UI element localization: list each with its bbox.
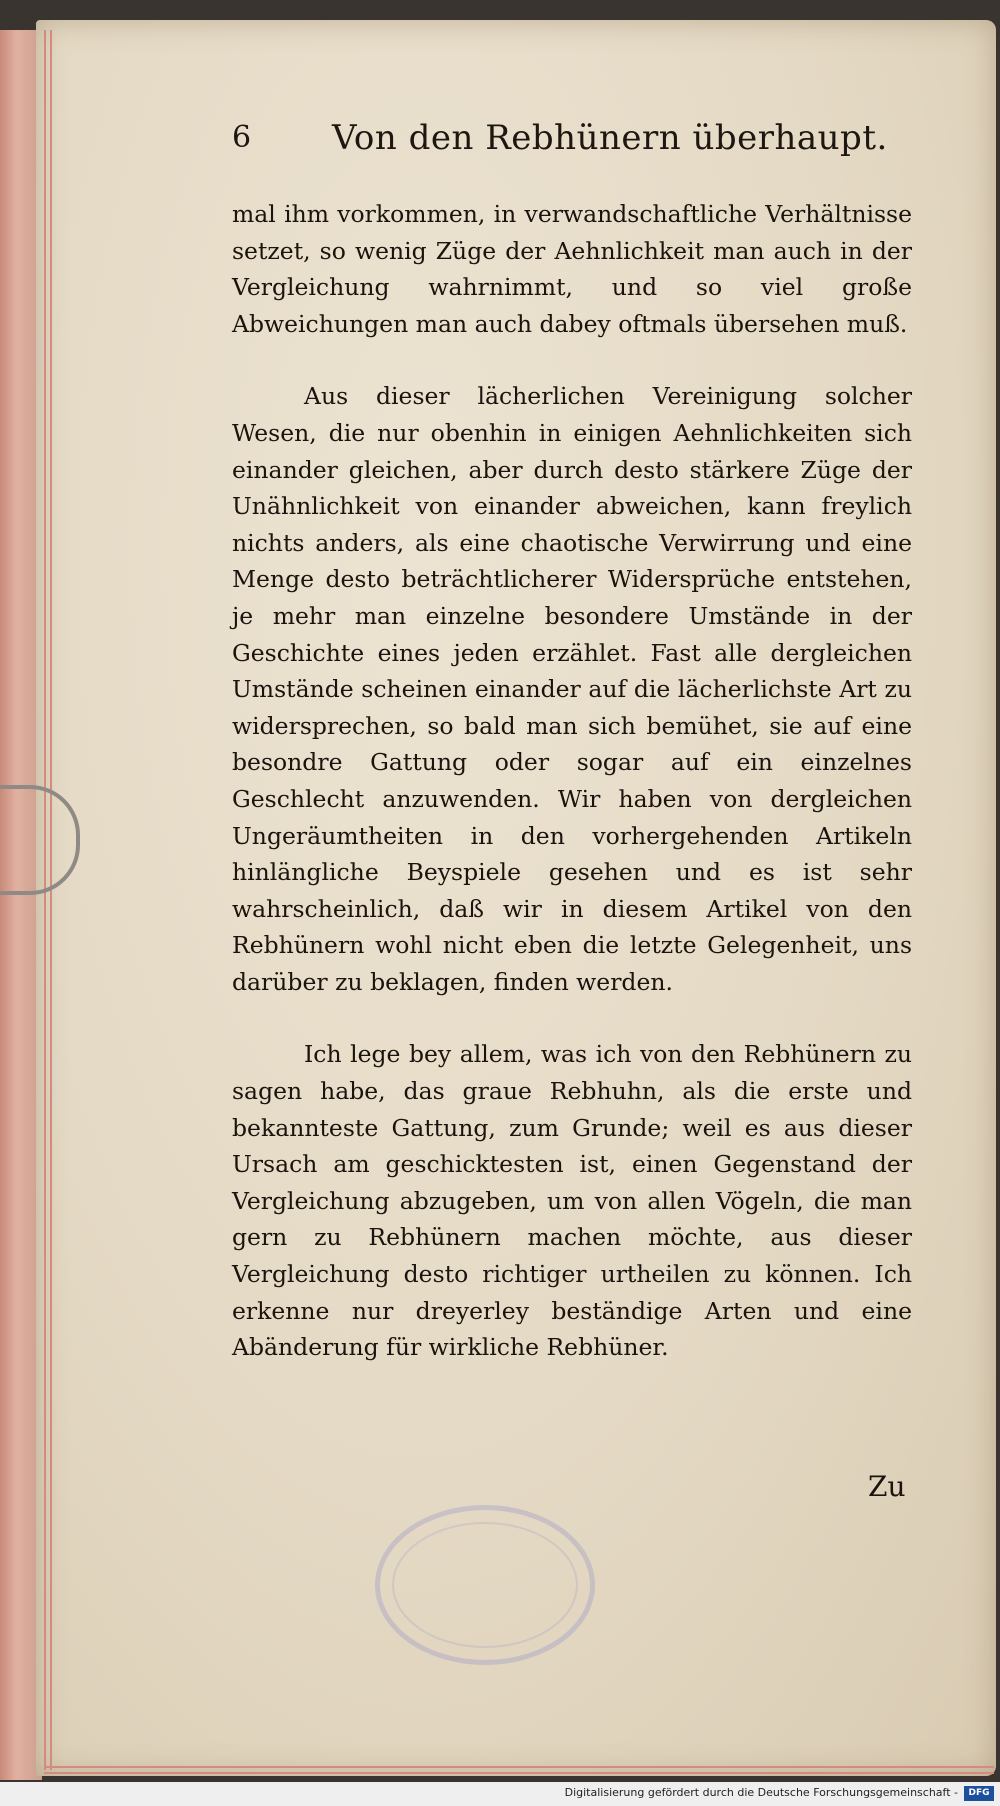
library-stamp-inner-ring xyxy=(392,1522,578,1648)
paragraph-3: Ich lege bey allem, was ich von den Rebhünern zu sagen habe, das graue Rebhuhn, als die erste und bekannteste Gattung, zum Grunde; weil es aus dieser Ursach am geschicktesten ist, einen Gegenstand der Vergleichung abzugeben, um von allen Vögeln, die man gern zu Rebhünern machen möchte, aus dieser Vergleichung desto richtiger urtheilen zu können. Ich erkenne nur dreyerley beständige Arten und eine Abänderung für wirkliche Rebhüner. xyxy=(232,1040,912,1362)
page-border-left xyxy=(44,30,52,1770)
paragraph-1: mal ihm vorkommen, in verwandschaftliche Verhältnisse setzet, so wenig Züge der Aehnlichkeit man auch in der Vergleichung wahrnimmt, und so viel große Abweichungen man auch dabey oftmals übersehen muß. xyxy=(232,200,912,338)
digitization-footer xyxy=(0,1782,1000,1806)
page-border-bottom xyxy=(44,1766,994,1774)
dfg-logo: DFG xyxy=(964,1786,994,1801)
paragraph-2: Aus dieser lächerlichen Vereinigung solcher Wesen, die nur obenhin in einigen Aehnlichkeiten sich einander gleichen, aber durch desto stärkere Züge der Unähnlichkeit von einander abweichen, kann freylich nichts anders, als eine chaotische Verwirrung und eine Menge desto beträchtlicherer Widersprüche entstehen, je mehr man einzelne besondere Umstände in der Geschichte eines jeden erzählet. Fast alle dergleichen Umstände scheinen einander auf die lächerlichste Art zu widersprechen, so bald man sich bemühet, sie auf eine besondre Gattung oder sogar auf ein einzelnes Geschlecht anzuwenden. Wir haben von dergleichen Ungeräumtheiten in den vorhergehenden Artikeln hinlängliche Beyspiele gesehen und es ist sehr wahrscheinlich, daß wir in diesem Artikel von den Rebhünern wohl nicht eben die letzte Gelegenheit, uns darüber zu beklagen, finden werden. xyxy=(232,382,912,996)
body-text xyxy=(232,196,912,1366)
running-head: Von den Rebhünern überhaupt. xyxy=(332,118,888,158)
catchword: Zu xyxy=(868,1470,906,1503)
page-number: 6 xyxy=(232,120,252,155)
footer-credit: Digitalisierung gefördert durch die Deutsche Forschungsgemeinschaft - xyxy=(564,1786,958,1799)
